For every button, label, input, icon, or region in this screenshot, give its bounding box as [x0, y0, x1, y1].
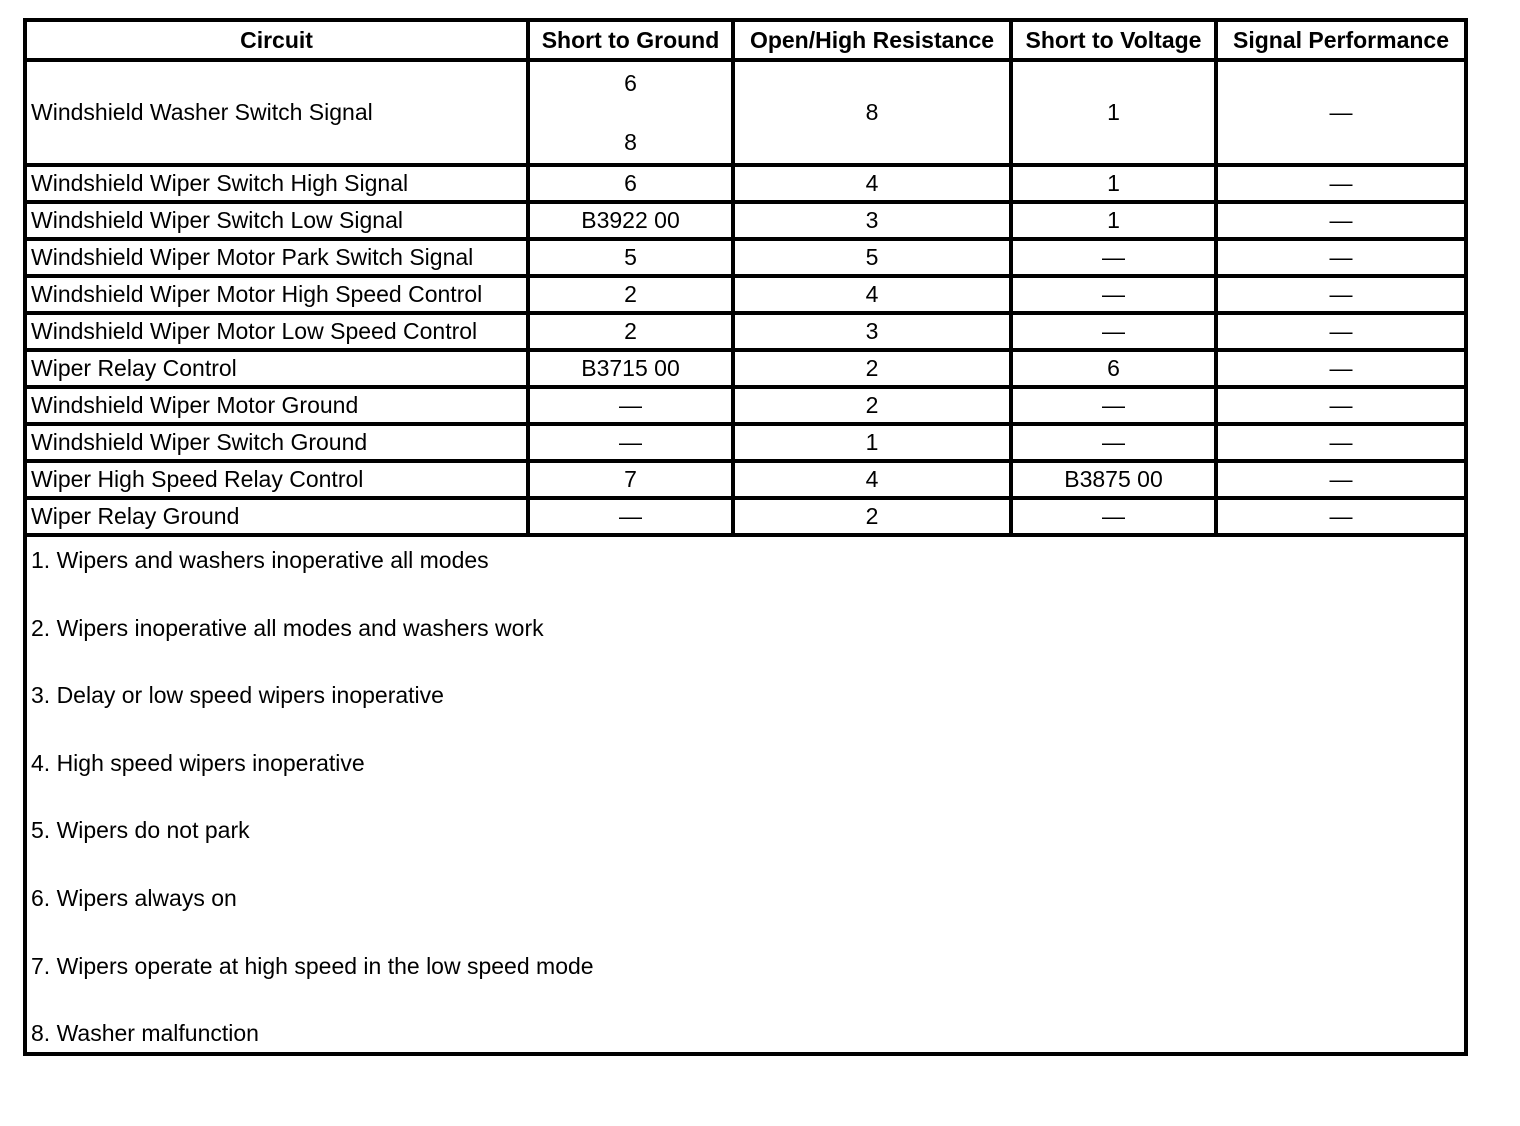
short-to-voltage-cell: — — [1011, 424, 1216, 461]
circuit-name: Windshield Wiper Motor Low Speed Control — [25, 313, 528, 350]
table-row — [25, 461, 1466, 498]
circuit-name: Windshield Wiper Motor High Speed Control — [25, 276, 528, 313]
header-short-to-ground: Short to Ground — [528, 20, 733, 60]
signal-performance-cell: — — [1216, 387, 1466, 424]
circuit-name: Wiper High Speed Relay Control — [25, 461, 528, 498]
note-item: 7. Wipers operate at high speed in the low speed mode — [31, 952, 594, 979]
note-item: 6. Wipers always on — [31, 884, 237, 911]
circuit-name: Windshield Wiper Switch High Signal — [25, 165, 528, 202]
open-high-resistance-cell: 4 — [733, 461, 1011, 498]
short-to-ground-cell: — — [528, 424, 733, 461]
circuit-name: Windshield Washer Switch Signal — [25, 60, 528, 165]
table-row — [25, 424, 1466, 461]
short-to-ground-cell: 2 — [528, 276, 733, 313]
diagnostic-table-container — [23, 18, 1466, 1056]
open-high-resistance-cell: 8 — [733, 60, 1011, 165]
short-to-ground-value: 6 — [624, 69, 637, 96]
open-high-resistance-cell: 5 — [733, 239, 1011, 276]
short-to-ground-stack — [533, 70, 728, 156]
short-to-ground-cell: 2 — [528, 313, 733, 350]
header-circuit: Circuit — [25, 20, 528, 60]
circuit-name: Wiper Relay Ground — [25, 498, 528, 535]
header-short-to-voltage: Short to Voltage — [1011, 20, 1216, 60]
short-to-ground-cell — [528, 60, 733, 165]
note-item: 1. Wipers and washers inoperative all modes — [31, 547, 489, 573]
circuit-diagnostic-table — [23, 18, 1468, 1056]
signal-performance-cell: — — [1216, 498, 1466, 535]
note-item: 2. Wipers inoperative all modes and washers work — [31, 614, 544, 641]
open-high-resistance-cell: 3 — [733, 202, 1011, 239]
short-to-voltage-cell: 1 — [1011, 60, 1216, 165]
table-row — [25, 239, 1466, 276]
short-to-voltage-cell: — — [1011, 387, 1216, 424]
header-signal-performance: Signal Performance — [1216, 20, 1466, 60]
short-to-voltage-cell: — — [1011, 313, 1216, 350]
short-to-ground-cell: — — [528, 387, 733, 424]
note-item: 3. Delay or low speed wipers inoperative — [31, 682, 444, 709]
short-to-voltage-cell: 1 — [1011, 202, 1216, 239]
note-item: 8. Washer malfunction — [31, 1020, 259, 1047]
short-to-voltage-cell: 6 — [1011, 350, 1216, 387]
table-row — [25, 276, 1466, 313]
signal-performance-cell: — — [1216, 313, 1466, 350]
notes-cell — [25, 535, 1466, 1054]
notes-row — [25, 535, 1466, 1054]
short-to-ground-cell: — — [528, 498, 733, 535]
open-high-resistance-cell: 3 — [733, 313, 1011, 350]
short-to-voltage-cell: 1 — [1011, 165, 1216, 202]
signal-performance-cell: — — [1216, 276, 1466, 313]
circuit-name: Windshield Wiper Switch Low Signal — [25, 202, 528, 239]
circuit-name: Wiper Relay Control — [25, 350, 528, 387]
circuit-name: Windshield Wiper Motor Park Switch Signal — [25, 239, 528, 276]
short-to-ground-cell: 5 — [528, 239, 733, 276]
note-item: 5. Wipers do not park — [31, 817, 250, 844]
short-to-voltage-cell: — — [1011, 498, 1216, 535]
short-to-voltage-cell: B3875 00 — [1011, 461, 1216, 498]
short-to-ground-cell: B3922 00 — [528, 202, 733, 239]
note-item: 4. High speed wipers inoperative — [31, 749, 365, 776]
header-open-high-resistance: Open/High Resistance — [733, 20, 1011, 60]
signal-performance-cell: — — [1216, 60, 1466, 165]
signal-performance-cell: — — [1216, 202, 1466, 239]
short-to-ground-cell: B3715 00 — [528, 350, 733, 387]
short-to-voltage-cell: — — [1011, 276, 1216, 313]
circuit-name: Windshield Wiper Switch Ground — [25, 424, 528, 461]
table-row — [25, 498, 1466, 535]
open-high-resistance-cell: 2 — [733, 498, 1011, 535]
short-to-voltage-cell: — — [1011, 239, 1216, 276]
open-high-resistance-cell: 4 — [733, 276, 1011, 313]
signal-performance-cell: — — [1216, 239, 1466, 276]
open-high-resistance-cell: 2 — [733, 350, 1011, 387]
header-row — [25, 20, 1466, 60]
circuit-name: Windshield Wiper Motor Ground — [25, 387, 528, 424]
open-high-resistance-cell: 1 — [733, 424, 1011, 461]
table-row — [25, 350, 1466, 387]
table-row — [25, 165, 1466, 202]
table-row — [25, 60, 1466, 165]
short-to-ground-cell: 6 — [528, 165, 733, 202]
open-high-resistance-cell: 2 — [733, 387, 1011, 424]
signal-performance-cell: — — [1216, 424, 1466, 461]
table-row — [25, 387, 1466, 424]
signal-performance-cell: — — [1216, 461, 1466, 498]
table-row — [25, 202, 1466, 239]
open-high-resistance-cell: 4 — [733, 165, 1011, 202]
short-to-ground-cell: 7 — [528, 461, 733, 498]
signal-performance-cell: — — [1216, 165, 1466, 202]
short-to-ground-value: 8 — [624, 128, 637, 155]
signal-performance-cell: — — [1216, 350, 1466, 387]
table-row — [25, 313, 1466, 350]
